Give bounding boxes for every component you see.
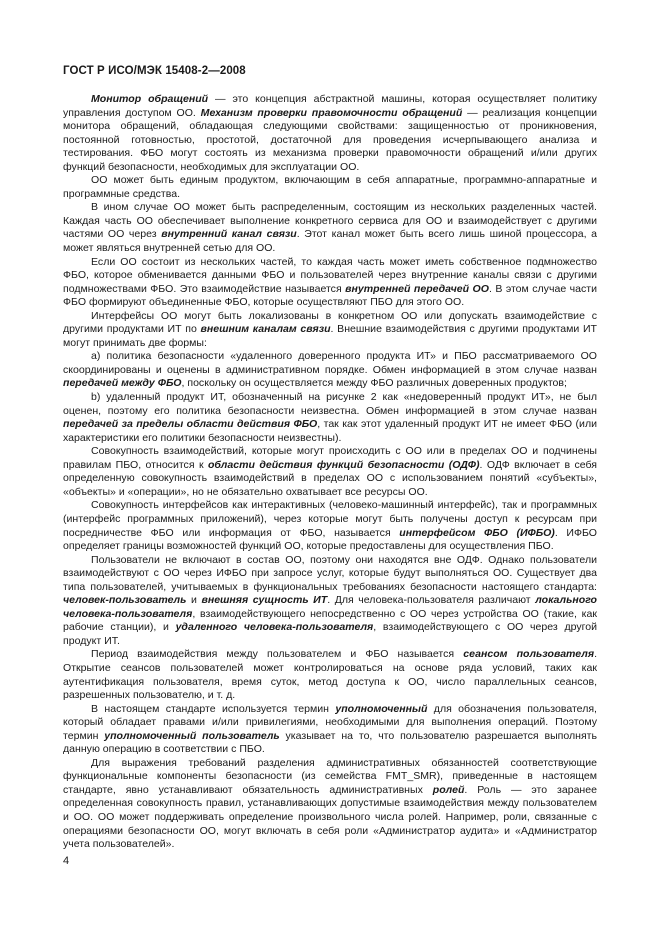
text-run: — реализация концепции монитора обращений, обладающая следующими свойствами: защищенностью от проникновения, постоянной готовностью, простотой, достаточной для проведения исчерпывающего анализа и тестирования. ФБО могут состоять из механизма проверки правомочности обращений и/или других функций безопасности, необходимых для эксплуатации ОО. <box>63 106 597 173</box>
term-emphasis: области действия функций безопасности (ОДФ) <box>207 458 480 471</box>
paragraph <box>63 201 597 255</box>
term-emphasis: Механизм проверки правомочности обращений <box>200 106 463 119</box>
term-emphasis: ролей <box>432 783 465 796</box>
paragraph <box>63 350 597 391</box>
term-emphasis: Монитор обращений <box>91 93 209 105</box>
text-run: В ином случае ОО может быть распределенным, состоящим из нескольких разделенных частей. Каждая часть ОО обеспечивает выполнение конкретного сервиса для ОО и взаимодействует с другими частями ОО через <box>63 201 597 241</box>
term-emphasis: внутренний канал связи <box>161 228 297 241</box>
paragraph <box>63 445 597 499</box>
paragraph <box>63 310 597 351</box>
text-run: и <box>186 594 202 607</box>
text-run: , поскольку он осуществляется между ФБО различных доверенных продуктов; <box>181 377 567 390</box>
text-run: В настоящем стандарте используется термин <box>91 702 336 715</box>
text-run: . Этот канал может быть всего лишь шиной процессора, а может являться внутренней сетью для ОО. <box>63 228 598 255</box>
page-number: 4 <box>63 855 70 867</box>
term-emphasis: уполномоченный пользователь <box>104 729 280 742</box>
term-emphasis: удаленного человека-пользователя <box>175 621 374 634</box>
text-run: Совокупность интерфейсов как интерактивных (человеко-машинный интерфейс), так и программных (интерфейс программных приложений), через которые могут быть получены доступ к ресурсам при посредничестве ФБО или информация от ФБО, называется <box>63 499 597 539</box>
paragraph <box>63 648 597 702</box>
text-run: указывает на то, что пользователю разрешается выполнять данную операцию в соответствии с ПБО. <box>63 729 598 756</box>
term-emphasis: локального человека-пользователя <box>63 594 597 620</box>
term-emphasis: внешняя сущность ИТ <box>201 594 328 607</box>
term-emphasis: интерфейсом ФБО (ИФБО) <box>399 526 555 539</box>
text-run: Пользователи не включают в состав ОО, поэтому они находятся вне ОДФ. Однако пользователи взаимодействуют с ОО через ИФБО при запросе услуг, которые будут выполняться ОО. Существует два типа пользователей, учитываемых в функциональных требованиях безопасности настоящего стандарта: <box>63 553 597 593</box>
text-run: . Внешние взаимодействия с другими продуктами ИТ могут принимать две формы: <box>63 323 597 349</box>
term-emphasis: сеансом пользователя <box>463 648 595 661</box>
term-emphasis: уполномоченный <box>335 702 428 715</box>
text-run: — это концепция абстрактной машины, которая осуществляет политику управления доступом ОО. <box>63 93 597 119</box>
text-run: Период взаимодействия между пользователем и ФБО называется <box>91 648 464 661</box>
text-run: . ИФБО определяет границы возможностей функций ОО, которые предоставлены для осуществления ПБО. <box>63 526 597 553</box>
text-run: , так как этот удаленный продукт ИТ не имеет ФБО (или характеристики его политики безопасности неизвестны). <box>63 418 597 444</box>
document-header: ГОСТ Р ИСО/МЭК 15408-2—2008 <box>63 65 246 77</box>
term-emphasis: передачей за пределы области действия ФБО <box>63 418 318 431</box>
paragraph <box>63 391 597 445</box>
text-run: . ОДФ включает в себя определенную совокупность взаимодействий в пределах ОО с использованием понятий «субъекты», «объекты» и «операции», но не обязательно охватывает все ресурсы ОО. <box>63 458 597 498</box>
text-run: а) политика безопасности «удаленного доверенного продукта ИТ» и ПБО рассматриваемого ОО скоординированы и оценены в административном порядке. Обмен информацией в этом случае назван <box>63 350 597 376</box>
text-run: , взаимодействующего с ОО через другой продукт ИТ. <box>63 621 597 647</box>
text-run: Интерфейсы ОО могут быть локализованы в конкретном ОО или допускать взаимодействие с другими продуктами ИТ по <box>63 309 597 336</box>
term-emphasis: передачей между ФБО <box>63 377 182 390</box>
text-run: , взаимодействующего непосредственно с ОО через устройства ОО (такие, как рабочие станции), и <box>63 607 597 634</box>
paragraph <box>63 703 597 757</box>
paragraph <box>63 256 597 310</box>
text-run: Совокупность взаимодействий, которые могут происходить с ОО или в пределах ОО и подчинены правилам ПБО, относится к <box>63 445 597 471</box>
paragraph <box>63 499 597 553</box>
paragraph <box>63 554 597 649</box>
text-run: . В этом случае части ФБО формируют объединенные ФБО, которые осуществляют ПБО для этого ОО. <box>63 282 597 309</box>
text-run: Для выражения требований разделения административных обязанностей соответствующие функциональные компоненты безопасности (из семейства FMT_SMR), приведенные в настоящем стандарте, явно устанавливают обязательность административных <box>63 756 597 796</box>
document-body <box>63 93 597 852</box>
term-emphasis: внутренней передачей ОО <box>345 282 489 295</box>
paragraph <box>63 93 597 174</box>
text-run: . Открытие сеансов пользователей может контролироваться на основе ряда условий, таких как аутентификация пользователя, время суток, метод доступа к ОО, число параллельных сеансов, разрешенных пользователю, и т. д. <box>63 648 598 702</box>
text-run: ОО может быть единым продуктом, включающим в себя аппаратные, программно-аппаратные и программные средства. <box>63 174 597 200</box>
text-run: Если ОО состоит из нескольких частей, то каждая часть может иметь собственное подмножество ФБО, которое обменивается данными ФБО и пользователей через внутренние каналы связи с другими подмножествами ФБО. Это взаимодействие называется <box>63 255 597 295</box>
text-run: b) удаленный продукт ИТ, обозначенный на рисунке 2 как «недоверенный продукт ИТ», не был оценен, поэтому его политика безопасности неизвестна. Обмен информацией в этом случае назван <box>63 391 597 417</box>
paragraph <box>63 174 597 201</box>
text-run: . Для человека-пользователя различают <box>327 594 536 607</box>
text-run: для обозначения пользователя, который обладает правами и/или привилегиями, необходимыми для выполнения операций. Поэтому термин <box>63 702 597 742</box>
text-run: . Роль — это заранее определенная совокупность правил, устанавливающих допустимые взаимодействия между пользователем и ОО. ОО может поддерживать определение произвольного числа ролей. Например, роли, связанные с операциями безопасности ОО, могут включать в себя роли «Администратор аудита» и «Администратор учета пользователей». <box>63 783 597 851</box>
term-emphasis: человек-пользователь <box>63 594 187 607</box>
paragraph <box>63 757 597 852</box>
term-emphasis: внешним каналам связи <box>200 323 331 336</box>
